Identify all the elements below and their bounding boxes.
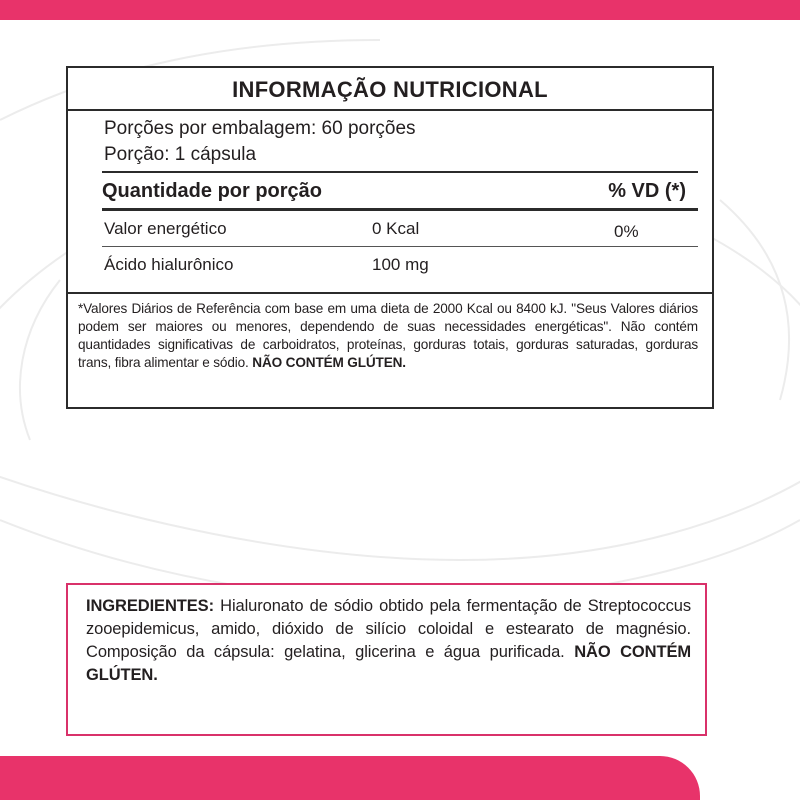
nutrient-daily-value: 0% — [614, 222, 639, 241]
ingredients-list: Hialuronato de sódio obtido pela fermentação de Streptococcus zooepidemicus, amido, dióxido de silício coloidal e estearato de magnésio. Composição da cápsula: gelatina, glicerina e água purificada. — [86, 597, 691, 661]
quantity-header-row — [102, 171, 698, 211]
ingredients-gluten-free-note: NÃO CONTÉM GLÚTEN. — [86, 643, 691, 684]
top-accent-bar — [0, 0, 800, 20]
servings-per-package: Porções por embalagem: 60 porções — [104, 118, 416, 139]
nutrient-amount: 100 mg — [372, 255, 429, 274]
serving-info — [68, 111, 712, 171]
ingredients-label: INGREDIENTES: — [86, 597, 214, 615]
serving-size: Porção: 1 cápsula — [104, 144, 257, 165]
footnote-section — [68, 292, 712, 372]
nutrient-row — [102, 247, 698, 283]
nutrition-title: INFORMAÇÃO NUTRICIONAL — [68, 68, 712, 111]
daily-value-header: % VD (*) — [608, 180, 686, 202]
nutrient-name: Ácido hialurônico — [104, 255, 234, 274]
gluten-free-note: NÃO CONTÉM GLÚTEN. — [252, 355, 406, 370]
footnote-text — [78, 300, 698, 372]
ingredients-text — [86, 595, 691, 687]
nutrient-amount: 0 Kcal — [372, 219, 420, 238]
ingredients-box — [66, 583, 707, 736]
nutrient-name: Valor energético — [104, 219, 227, 238]
nutrient-row — [102, 211, 698, 247]
nutrition-facts-table — [66, 66, 714, 409]
bottom-accent-bar — [0, 756, 700, 800]
footnote-body: *Valores Diários de Referência com base em uma dieta de 2000 Kcal ou 8400 kJ. "Seus Valores diários podem ser maiores ou menores, dependendo de suas necessidades energéticas". Não contém quantidades significativas de carboidratos, proteínas, gorduras totais, gorduras saturadas, gorduras trans, fibra alimentar e sódio. — [78, 301, 698, 370]
quantity-header-label: Quantidade por porção — [102, 180, 323, 202]
